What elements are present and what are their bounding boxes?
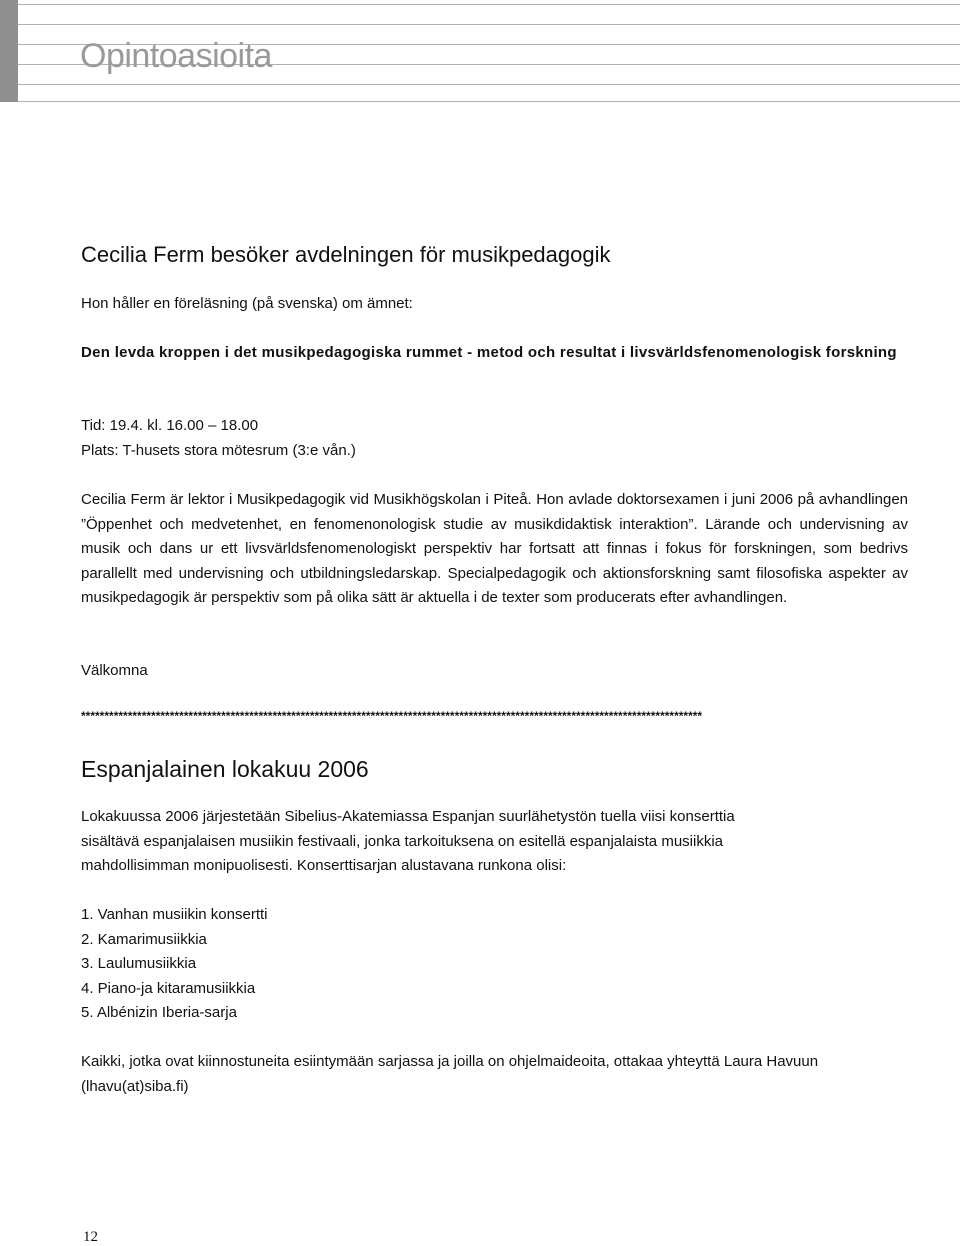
lecture-title: Den levda kroppen i det musikpedagogiska rummet - metod och resultat i livsvärldsfenomenologisk forskning xyxy=(81,344,897,361)
speaker-bio: Cecilia Ferm är lektor i Musikpedagogik vid Musikhögskolan i Piteå. Hon avlade doktorsexamen i juni 2006 på avhandlingen ”Öppenhet och medvetenhet, en fenomenonologisk studie av musikdidaktisk interaktion”. Lärande och undervisning av musik och dans ur ett livsvärldsfenomenologiskt perspektiv har fortsatt att finnas i fokus för forskningen, som bedrivs parallellt med undervisning och utbildningsledarskap. Specialpedagogik och aktionsforskning samt filosofiska aspekter av musikpedagogik är perspektiv som på olika sätt är aktuella i de texter som producerats efter avhandlingen. xyxy=(81,491,908,606)
welcome-text: Välkomna xyxy=(81,662,148,679)
article-heading-espanjalainen-lokakuu: Espanjalainen lokakuu 2006 xyxy=(81,756,369,782)
lecture-time: Tid: 19.4. kl. 16.00 – 18.00 xyxy=(81,417,259,434)
concert-list xyxy=(81,903,267,1026)
list-item: 3. Laulumusiikkia xyxy=(81,955,197,972)
list-item: 5. Albénizin Iberia-sarja xyxy=(81,1004,237,1021)
header-grey-strip xyxy=(0,0,18,102)
section-title: Opintoasioita xyxy=(80,37,272,75)
list-item: 4. Piano-ja kitaramusiikkia xyxy=(81,979,256,997)
festival-intro: Lokakuussa 2006 järjestetään Sibelius-Akatemiassa Espanjan suurlähetystön tuella viisi konserttia sisältävä espanjalaisen musiikin festivaali, jonka tarkoituksena on esitellä espanjalaista musiikkia mahdollisimman monipuolisesti. Konserttisarjan alustavana runkona olisi: xyxy=(81,808,735,874)
lecture-intro: Hon håller en föreläsning (på svenska) om ämnet: xyxy=(81,295,413,312)
asterisk-separator: ************************************************************************************************************************************* xyxy=(81,709,703,723)
lecture-place: Plats: T-husets stora mötesrum (3:e vån.) xyxy=(81,442,356,459)
list-item: 2. Kamarimusiikkia xyxy=(81,930,207,948)
page-number: 12 xyxy=(83,1229,98,1245)
list-item: 1. Vanhan musiikin konsertti xyxy=(81,906,268,923)
contact-info: Kaikki, jotka ovat kiinnostuneita esiintymään sarjassa ja joilla on ohjelmaideoita, ottakaa yhteyttä Laura Havuun (lhavu(at)siba.fi) xyxy=(81,1053,819,1095)
page-header xyxy=(0,0,960,102)
article-heading-cecilia-ferm: Cecilia Ferm besöker avdelningen för musikpedagogik xyxy=(81,242,611,267)
